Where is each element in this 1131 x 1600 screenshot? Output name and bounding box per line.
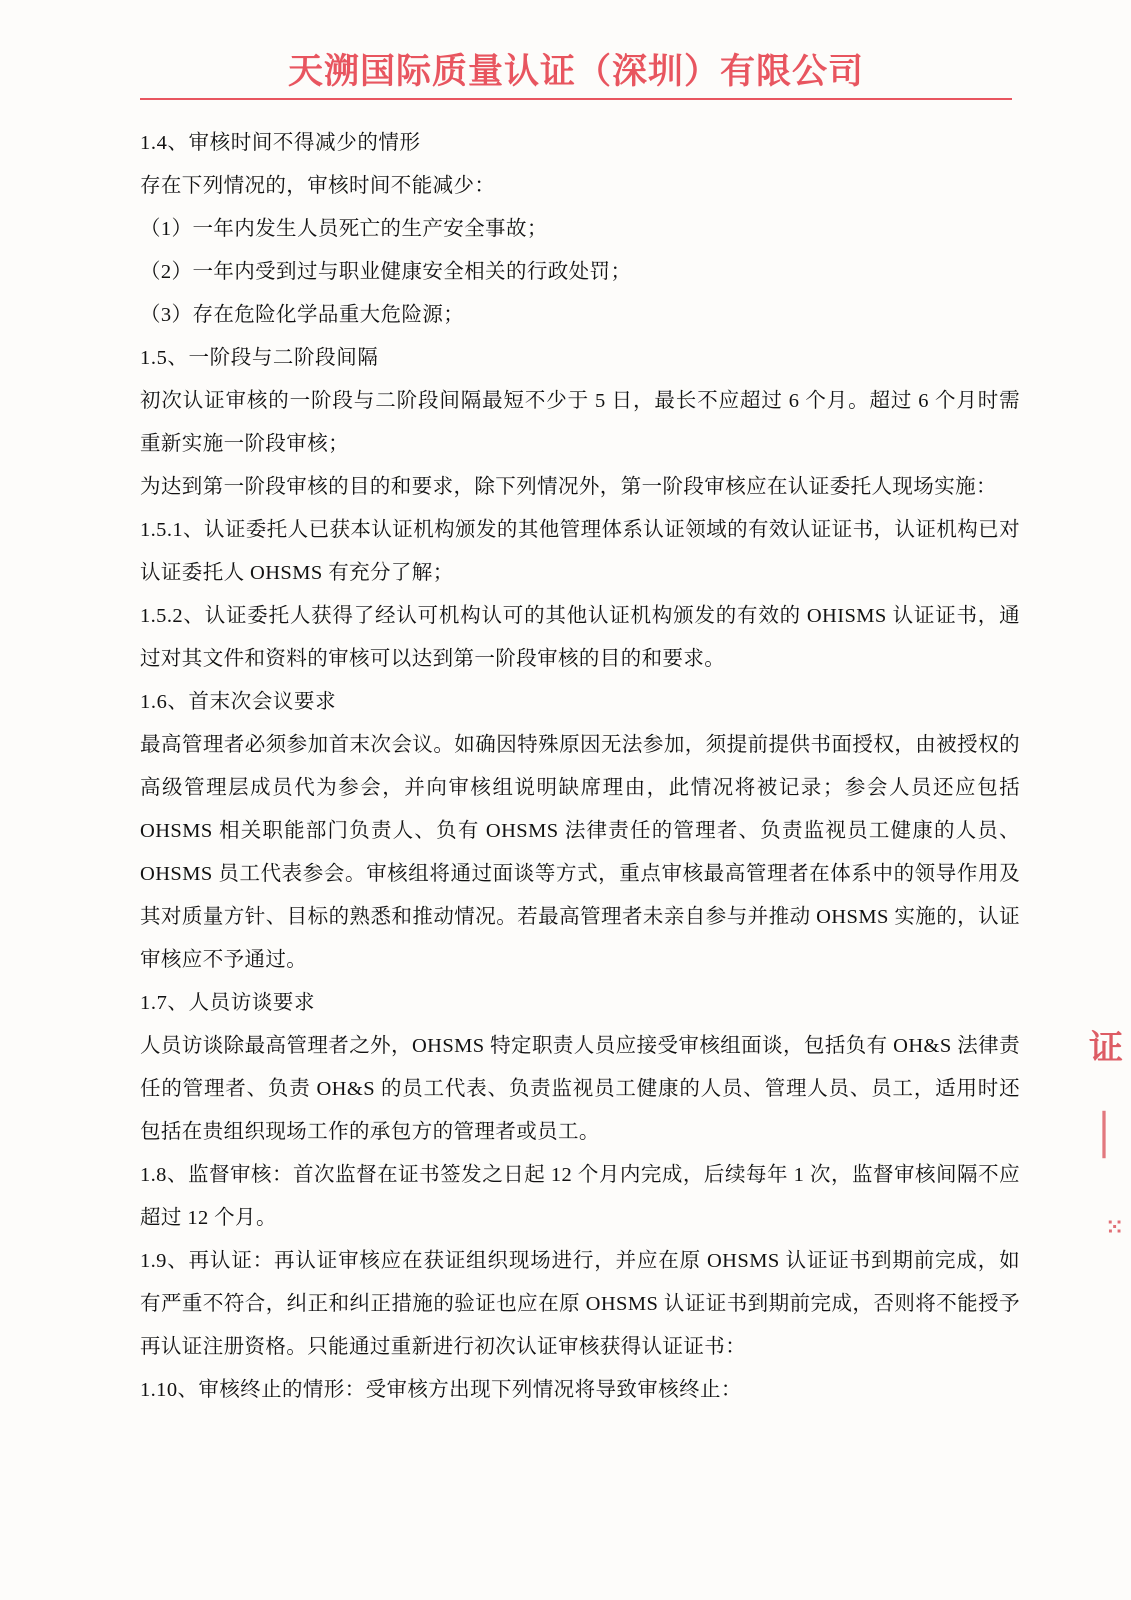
document-body — [140, 122, 1020, 1412]
seal-dots-icon: ⁙ — [1106, 1215, 1121, 1239]
paragraph: 存在下列情况的，审核时间不能减少： — [140, 175, 496, 197]
seal-smudge-icon: ｜ — [1081, 1109, 1127, 1163]
paragraph: 最高管理者必须参加首末次会议。如确因特殊原因无法参加，须提前提供书面授权，由被授权的高级管理层成员代为参会，并向审核组说明缺席理由，此情况将被记录；参会人员还应包括 OHSMS 相关职能部门负责人、负有 OHSMS 法律责任的管理者、负责监视员工健康的人员、OHSMS 员工代表参会。审核组将通过面谈等方式，重点审核最高管理者在体系中的领导作用及其对质量方针、目标的熟悉和推动情况。若最高管理者未亲自参与并推动 OHSMS 实施的，认证审核应不予通过。 — [140, 734, 1020, 971]
document-header — [140, 52, 1012, 100]
paragraph: 1.4、审核时间不得减少的情形 — [140, 132, 421, 154]
paragraph: （3）存在危险化学品重大危险源； — [140, 304, 465, 326]
paragraph: 1.8、监督审核：首次监督在证书签发之日起 12 个月内完成，后续每年 1 次，监督审核间隔不应超过 12 个月。 — [140, 1164, 1020, 1229]
paragraph: 1.5.2、认证委托人获得了经认可机构认可的其他认证机构颁发的有效的 OHISMS 认证证书，通过对其文件和资料的审核可以达到第一阶段审核的目的和要求。 — [140, 605, 1020, 670]
paragraph: 1.5、一阶段与二阶段间隔 — [140, 347, 379, 369]
paragraph: 为达到第一阶段审核的目的和要求，除下列情况外，第一阶段审核应在认证委托人现场实施： — [140, 476, 997, 498]
company-title: 天溯国际质量认证（深圳）有限公司 — [287, 52, 864, 92]
paragraph: （2）一年内受到过与职业健康安全相关的行政处罚； — [140, 261, 632, 283]
paragraph: 1.9、再认证：再认证审核应在获证组织现场进行，并应在原 OHSMS 认证证书到期前完成，如有严重不符合，纠正和纠正措施的验证也应在原 OHSMS 认证证书到期前完成，否则将不能授予再认证注册资格。只能通过重新进行初次认证审核获得认证证书： — [140, 1250, 1020, 1358]
paragraph: 1.10、审核终止的情形：受审核方出现下列情况将导致审核终止： — [140, 1379, 742, 1401]
paragraph: （1）一年内发生人员死亡的生产安全事故； — [140, 218, 548, 240]
seal-fragment-icon: 证 — [1089, 1028, 1123, 1068]
paragraph: 初次认证审核的一阶段与二阶段间隔最短不少于 5 日，最长不应超过 6 个月。超过 6 个月时需重新实施一阶段审核； — [140, 390, 1020, 455]
paragraph: 人员访谈除最高管理者之外，OHSMS 特定职责人员应接受审核组面谈，包括负有 OH&S 法律责任的管理者、负责 OH&S 的员工代表、负责监视员工健康的人员、管理人员、员工，适用时还包括在贵组织现场工作的承包方的管理者或员工。 — [140, 1035, 1020, 1143]
header-divider — [140, 98, 1012, 100]
paragraph: 1.5.1、认证委托人已获本认证机构颁发的其他管理体系认证领域的有效认证证书，认证机构已对认证委托人 OHSMS 有充分了解； — [140, 519, 1020, 584]
paragraph: 1.7、人员访谈要求 — [140, 992, 316, 1014]
paragraph: 1.6、首末次会议要求 — [140, 691, 337, 713]
